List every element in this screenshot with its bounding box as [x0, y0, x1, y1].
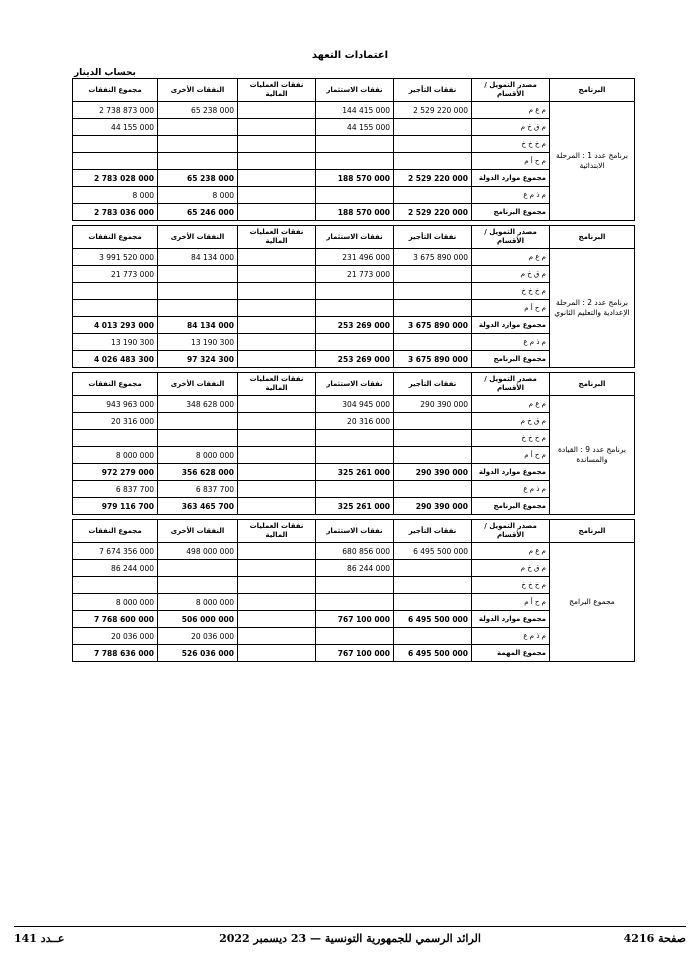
- cell-financial: [238, 283, 316, 300]
- cell-other: 6 837 700: [158, 481, 238, 498]
- cell-salaries: 2 529 220 000: [394, 204, 472, 221]
- cell-salaries: 6 495 500 000: [394, 611, 472, 628]
- cell-financial: [238, 170, 316, 187]
- cell-investment: [316, 481, 394, 498]
- cell-financial: [238, 396, 316, 413]
- cell-investment: 767 100 000: [316, 645, 394, 662]
- cell-source: م ح أ م: [472, 447, 550, 464]
- cell-investment: 253 269 000: [316, 317, 394, 334]
- budget-table: [72, 78, 635, 221]
- cell-other: 65 238 000: [158, 102, 238, 119]
- cell-other: 8 000 000: [158, 447, 238, 464]
- cell-salaries: [394, 119, 472, 136]
- cell-salaries: [394, 153, 472, 170]
- cell-source: م ح أ م: [472, 300, 550, 317]
- column-header-other: النفقات الأخرى: [158, 520, 238, 543]
- document-title: اعتمادات التعهد: [311, 50, 389, 61]
- cell-source: مجموع البرنامج: [472, 204, 550, 221]
- cell-financial: [238, 136, 316, 153]
- table-row: [73, 249, 635, 266]
- column-header-salaries: نفقات التأجير: [394, 79, 472, 102]
- cell-total: 2 738 873 000: [73, 102, 158, 119]
- cell-financial: [238, 204, 316, 221]
- cell-financial: [238, 645, 316, 662]
- cell-source: م ح أ م: [472, 153, 550, 170]
- cell-financial: [238, 464, 316, 481]
- cell-investment: [316, 594, 394, 611]
- cell-investment: [316, 136, 394, 153]
- cell-financial: [238, 119, 316, 136]
- cell-source: م ق خ م: [472, 266, 550, 283]
- cell-total: [73, 283, 158, 300]
- budget-table: [72, 519, 635, 662]
- cell-investment: 44 155 000: [316, 119, 394, 136]
- cell-salaries: 6 495 500 000: [394, 645, 472, 662]
- cell-investment: 188 570 000: [316, 204, 394, 221]
- cell-financial: [238, 187, 316, 204]
- cell-investment: [316, 187, 394, 204]
- cell-total: [73, 577, 158, 594]
- cell-other: [158, 153, 238, 170]
- footer-issue-number: عــدد 141: [14, 932, 65, 945]
- cell-investment: 304 945 000: [316, 396, 394, 413]
- cell-other: 65 238 000: [158, 170, 238, 187]
- cell-total: 4 013 293 000: [73, 317, 158, 334]
- cell-source: مجموع موارد الدولة: [472, 464, 550, 481]
- cell-other: 363 465 700: [158, 498, 238, 515]
- cell-salaries: [394, 136, 472, 153]
- cell-total: 4 026 483 300: [73, 351, 158, 368]
- cell-investment: [316, 577, 394, 594]
- cell-total: 21 773 000: [73, 266, 158, 283]
- cell-investment: 144 415 000: [316, 102, 394, 119]
- cell-total: 13 190 300: [73, 334, 158, 351]
- budget-table: [72, 225, 635, 368]
- cell-total: 8 000 000: [73, 594, 158, 611]
- cell-source: مجموع موارد الدولة: [472, 170, 550, 187]
- column-header-investment: نفقات الاستثمار: [316, 520, 394, 543]
- cell-source: م ع م: [472, 102, 550, 119]
- cell-investment: [316, 300, 394, 317]
- cell-salaries: 3 675 890 000: [394, 351, 472, 368]
- cell-salaries: [394, 560, 472, 577]
- cell-other: [158, 300, 238, 317]
- cell-source: م خ خ خ: [472, 430, 550, 447]
- cell-source: م خ خ خ: [472, 283, 550, 300]
- cell-financial: [238, 543, 316, 560]
- cell-total: 3 991 520 000: [73, 249, 158, 266]
- cell-financial: [238, 628, 316, 645]
- cell-total: 20 316 000: [73, 413, 158, 430]
- table-row: [73, 543, 635, 560]
- cell-other: 20 036 000: [158, 628, 238, 645]
- cell-investment: 231 496 000: [316, 249, 394, 266]
- column-header-source: مصدر التمويل / الأقسام: [472, 226, 550, 249]
- cell-investment: 20 316 000: [316, 413, 394, 430]
- cell-salaries: [394, 413, 472, 430]
- cell-total: 86 244 000: [73, 560, 158, 577]
- footer-divider: [14, 926, 686, 927]
- cell-other: [158, 266, 238, 283]
- cell-investment: [316, 334, 394, 351]
- cell-total: [73, 153, 158, 170]
- cell-financial: [238, 317, 316, 334]
- column-header-source: مصدر التمويل / الأقسام: [472, 520, 550, 543]
- cell-financial: [238, 577, 316, 594]
- program-name-cell: برنامج عدد 9 : القيادة والمساندة: [550, 396, 635, 515]
- program-name-cell: برنامج عدد 2 : المرحلة الإعدادية والتعليم الثانوي: [550, 249, 635, 368]
- cell-salaries: [394, 628, 472, 645]
- column-header-salaries: نفقات التأجير: [394, 373, 472, 396]
- cell-financial: [238, 266, 316, 283]
- currency-unit-label: بحساب الدينار: [74, 68, 136, 78]
- cell-salaries: [394, 447, 472, 464]
- column-header-investment: نفقات الاستثمار: [316, 79, 394, 102]
- cell-financial: [238, 447, 316, 464]
- column-header-source: مصدر التمويل / الأقسام: [472, 79, 550, 102]
- table-header-row: [73, 79, 635, 102]
- column-header-salaries: نفقات التأجير: [394, 520, 472, 543]
- cell-total: 2 783 028 000: [73, 170, 158, 187]
- cell-investment: [316, 153, 394, 170]
- cell-financial: [238, 594, 316, 611]
- cell-financial: [238, 413, 316, 430]
- cell-financial: [238, 334, 316, 351]
- cell-other: [158, 560, 238, 577]
- cell-total: 943 963 000: [73, 396, 158, 413]
- column-header-financial: نفقات العمليات المالية: [238, 226, 316, 249]
- table-header-row: [73, 373, 635, 396]
- cell-source: مجموع موارد الدولة: [472, 317, 550, 334]
- cell-financial: [238, 560, 316, 577]
- column-header-investment: نفقات الاستثمار: [316, 226, 394, 249]
- cell-salaries: 6 495 500 000: [394, 543, 472, 560]
- cell-financial: [238, 611, 316, 628]
- cell-total: [73, 300, 158, 317]
- cell-source: م ع م: [472, 396, 550, 413]
- cell-source: م ع م: [472, 249, 550, 266]
- column-header-other: النفقات الأخرى: [158, 79, 238, 102]
- column-header-total: مجموع النفقات: [73, 373, 158, 396]
- cell-source: م ق خ م: [472, 413, 550, 430]
- cell-other: [158, 136, 238, 153]
- cell-other: [158, 430, 238, 447]
- cell-other: 97 324 300: [158, 351, 238, 368]
- cell-financial: [238, 300, 316, 317]
- cell-other: [158, 119, 238, 136]
- column-header-salaries: نفقات التأجير: [394, 226, 472, 249]
- cell-investment: 188 570 000: [316, 170, 394, 187]
- cell-source: مجموع البرنامج: [472, 351, 550, 368]
- cell-total: 7 674 356 000: [73, 543, 158, 560]
- column-header-total: مجموع النفقات: [73, 520, 158, 543]
- column-header-financial: نفقات العمليات المالية: [238, 79, 316, 102]
- cell-investment: 680 856 000: [316, 543, 394, 560]
- cell-investment: 767 100 000: [316, 611, 394, 628]
- column-header-financial: نفقات العمليات المالية: [238, 520, 316, 543]
- cell-source: م خ خ خ: [472, 577, 550, 594]
- cell-other: 84 134 000: [158, 317, 238, 334]
- cell-investment: 86 244 000: [316, 560, 394, 577]
- cell-financial: [238, 249, 316, 266]
- cell-total: [73, 136, 158, 153]
- cell-total: 7 788 636 000: [73, 645, 158, 662]
- cell-investment: 325 261 000: [316, 464, 394, 481]
- cell-other: 498 000 000: [158, 543, 238, 560]
- cell-source: مجموع المهمة: [472, 645, 550, 662]
- cell-other: 65 246 000: [158, 204, 238, 221]
- cell-other: [158, 577, 238, 594]
- cell-salaries: 290 390 000: [394, 396, 472, 413]
- cell-total: 8 000: [73, 187, 158, 204]
- footer-journal-title: الرائد الرسمي للجمهورية التونسية — 23 ديسمبر 2022: [219, 932, 481, 945]
- cell-total: 8 000 000: [73, 447, 158, 464]
- column-header-source: مصدر التمويل / الأقسام: [472, 373, 550, 396]
- cell-total: 972 279 000: [73, 464, 158, 481]
- cell-investment: 325 261 000: [316, 498, 394, 515]
- footer-page-number: صفحة 4216: [623, 932, 686, 945]
- column-header-financial: نفقات العمليات المالية: [238, 373, 316, 396]
- cell-source: م ق خ م: [472, 560, 550, 577]
- cell-salaries: 290 390 000: [394, 464, 472, 481]
- cell-financial: [238, 430, 316, 447]
- cell-salaries: [394, 334, 472, 351]
- cell-total: 20 036 000: [73, 628, 158, 645]
- cell-investment: 21 773 000: [316, 266, 394, 283]
- cell-source: مجموع البرنامج: [472, 498, 550, 515]
- cell-source: م ق خ م: [472, 119, 550, 136]
- cell-source: م خ خ خ: [472, 136, 550, 153]
- cell-total: 6 837 700: [73, 481, 158, 498]
- column-header-investment: نفقات الاستثمار: [316, 373, 394, 396]
- cell-other: 348 628 000: [158, 396, 238, 413]
- cell-investment: 253 269 000: [316, 351, 394, 368]
- cell-salaries: [394, 430, 472, 447]
- column-header-other: النفقات الأخرى: [158, 226, 238, 249]
- column-header-total: مجموع النفقات: [73, 226, 158, 249]
- cell-salaries: [394, 300, 472, 317]
- program-name-cell: برنامج عدد 1 : المرحلة الابتدائية: [550, 102, 635, 221]
- table-header-row: [73, 226, 635, 249]
- cell-other: 13 190 300: [158, 334, 238, 351]
- program-name-cell: مجموع البرامج: [550, 543, 635, 662]
- column-header-other: النفقات الأخرى: [158, 373, 238, 396]
- cell-investment: [316, 283, 394, 300]
- cell-salaries: 3 675 890 000: [394, 249, 472, 266]
- cell-salaries: 3 675 890 000: [394, 317, 472, 334]
- cell-other: 526 036 000: [158, 645, 238, 662]
- cell-other: 356 628 000: [158, 464, 238, 481]
- cell-financial: [238, 102, 316, 119]
- cell-total: 979 116 700: [73, 498, 158, 515]
- cell-salaries: [394, 283, 472, 300]
- cell-total: [73, 430, 158, 447]
- cell-other: 506 000 000: [158, 611, 238, 628]
- column-header-program: البرنامج: [550, 373, 635, 396]
- cell-salaries: 2 529 220 000: [394, 170, 472, 187]
- cell-source: م ع م: [472, 543, 550, 560]
- cell-financial: [238, 153, 316, 170]
- cell-investment: [316, 447, 394, 464]
- cell-other: [158, 413, 238, 430]
- cell-financial: [238, 351, 316, 368]
- cell-total: 7 768 600 000: [73, 611, 158, 628]
- cell-investment: [316, 430, 394, 447]
- cell-financial: [238, 481, 316, 498]
- cell-investment: [316, 628, 394, 645]
- cell-salaries: [394, 187, 472, 204]
- cell-other: 8 000 000: [158, 594, 238, 611]
- column-header-program: البرنامج: [550, 520, 635, 543]
- cell-other: [158, 283, 238, 300]
- cell-other: 8 000: [158, 187, 238, 204]
- cell-salaries: 290 390 000: [394, 498, 472, 515]
- cell-other: 84 134 000: [158, 249, 238, 266]
- budget-table: [72, 372, 635, 515]
- cell-source: م ذ م ع: [472, 481, 550, 498]
- cell-source: م ح أ م: [472, 594, 550, 611]
- column-header-program: البرنامج: [550, 79, 635, 102]
- cell-source: مجموع موارد الدولة: [472, 611, 550, 628]
- cell-salaries: [394, 481, 472, 498]
- table-row: [73, 102, 635, 119]
- cell-financial: [238, 498, 316, 515]
- table-row: [73, 396, 635, 413]
- cell-source: م ذ م ع: [472, 187, 550, 204]
- cell-salaries: [394, 594, 472, 611]
- cell-source: م ذ م ع: [472, 334, 550, 351]
- column-header-program: البرنامج: [550, 226, 635, 249]
- table-header-row: [73, 520, 635, 543]
- cell-total: 44 155 000: [73, 119, 158, 136]
- cell-salaries: [394, 266, 472, 283]
- column-header-total: مجموع النفقات: [73, 79, 158, 102]
- cell-source: م ذ م ع: [472, 628, 550, 645]
- cell-salaries: [394, 577, 472, 594]
- cell-total: 2 783 036 000: [73, 204, 158, 221]
- cell-salaries: 2 529 220 000: [394, 102, 472, 119]
